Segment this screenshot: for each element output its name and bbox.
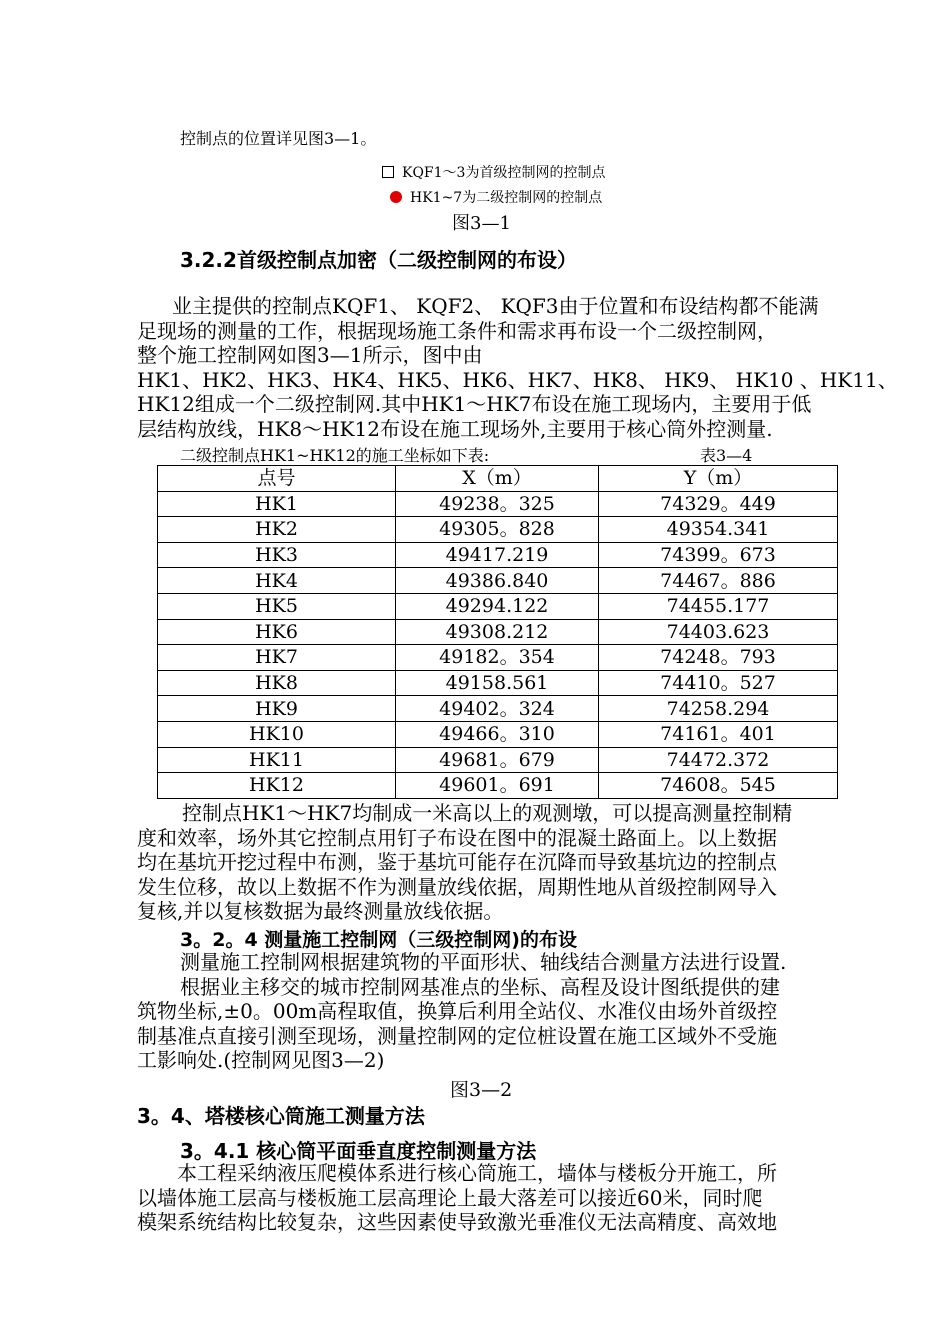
text-line: 筑物坐标,±0。00m高程取值，换算后利用全站仪、水准仪由场外首级控 bbox=[137, 999, 778, 1023]
text-line: 复核,并以复核数据为最终测量放线依据。 bbox=[137, 899, 504, 923]
table-header-row bbox=[158, 466, 838, 492]
cell-x: 49238。325 bbox=[396, 491, 599, 517]
cell-x: 49182。354 bbox=[396, 645, 599, 671]
table-row bbox=[158, 517, 838, 543]
cell-x: 49308.212 bbox=[396, 619, 599, 645]
text-line: 整个施工控制网如图3—1所示，图中由 bbox=[137, 343, 483, 367]
text-line: 测量施工控制网根据建筑物的平面形状、轴线结合测量方法进行设置. bbox=[180, 950, 787, 974]
table-row bbox=[158, 670, 838, 696]
cell-point: HK12 bbox=[158, 773, 396, 799]
figure-caption-2: 图3—2 bbox=[450, 1079, 513, 1101]
square-marker-icon bbox=[382, 166, 394, 178]
legend-secondary bbox=[390, 187, 602, 207]
text-line: 以墙体施工层高与楼板施工层高理论上最大落差可以接近60米，同时爬 bbox=[137, 1185, 763, 1210]
paragraph-341 bbox=[137, 1161, 859, 1235]
cell-x: 49601。691 bbox=[396, 773, 599, 799]
cell-point: HK4 bbox=[158, 568, 396, 594]
cell-x: 49386.840 bbox=[396, 568, 599, 594]
cell-x: 49305。828 bbox=[396, 517, 599, 543]
intro-line: 控制点的位置详见图3—1。 bbox=[180, 129, 377, 148]
cell-point: HK3 bbox=[158, 542, 396, 568]
legend-primary-label: KQF1～3为首级控制网的控制点 bbox=[402, 165, 606, 181]
text-line: 业主提供的控制点KQF1、 KQF2、 KQF3由于位置和布设结构都不能满 bbox=[172, 294, 819, 318]
cell-x: 49466。310 bbox=[396, 721, 599, 747]
table-row bbox=[158, 773, 838, 799]
paragraph-after-table bbox=[137, 801, 859, 924]
header-y: Y（m） bbox=[599, 466, 838, 492]
table-row bbox=[158, 696, 838, 722]
cell-point: HK1 bbox=[158, 491, 396, 517]
header-x: X（m） bbox=[396, 466, 599, 492]
table-number: 表3—4 bbox=[700, 446, 753, 465]
cell-y: 74467。886 bbox=[599, 568, 838, 594]
table-row bbox=[158, 568, 838, 594]
table-row bbox=[158, 593, 838, 619]
cell-y: 74329。449 bbox=[599, 491, 838, 517]
coordinate-table bbox=[157, 465, 838, 799]
cell-y: 74399。673 bbox=[599, 542, 838, 568]
cell-y: 74608。545 bbox=[599, 773, 838, 799]
cell-point: HK9 bbox=[158, 696, 396, 722]
cell-y: 74258.294 bbox=[599, 696, 838, 722]
paragraph-324 bbox=[137, 950, 859, 1073]
cell-point: HK6 bbox=[158, 619, 396, 645]
figure-caption-1: 图3—1 bbox=[452, 213, 511, 234]
legend-primary bbox=[382, 162, 605, 182]
table-row bbox=[158, 491, 838, 517]
table-caption: 二级控制点HK1~HK12的施工坐标如下表: bbox=[180, 446, 490, 465]
cell-y: 74161。401 bbox=[599, 721, 838, 747]
text-line: 根据业主移交的城市控制网基准点的坐标、高程及设计图纸提供的建 bbox=[180, 974, 780, 999]
section-heading-34: 3。4、塔楼核心筒施工测量方法 bbox=[137, 1104, 425, 1128]
table-row bbox=[158, 542, 838, 568]
cell-y: 49354.341 bbox=[599, 517, 838, 543]
cell-x: 49402。324 bbox=[396, 696, 599, 722]
table-row bbox=[158, 747, 838, 773]
cell-x: 49681。679 bbox=[396, 747, 599, 773]
section-heading-324: 3。2。4 测量施工控制网（三级控制网)的布设 bbox=[180, 929, 577, 951]
cell-point: HK8 bbox=[158, 670, 396, 696]
text-line: HK1、HK2、HK3、HK4、HK5、HK6、HK7、HK8、 HK9、 HK10 、HK11、 bbox=[137, 367, 898, 392]
table-row bbox=[158, 721, 838, 747]
section-heading-322: 3.2.2首级控制点加密（二级控制网的布设） bbox=[180, 248, 577, 272]
table-row bbox=[158, 645, 838, 671]
cell-y: 74410。527 bbox=[599, 670, 838, 696]
cell-y: 74472.372 bbox=[599, 747, 838, 773]
text-line: 工影响处.(控制网见图3—2) bbox=[137, 1048, 385, 1072]
cell-x: 49294.122 bbox=[396, 593, 599, 619]
cell-x: 49158.561 bbox=[396, 670, 599, 696]
text-line: 控制点HK1～HK7均制成一米高以上的观测墩，可以提高测量控制精 bbox=[182, 801, 793, 825]
header-point: 点号 bbox=[158, 466, 396, 492]
paragraph-322 bbox=[137, 294, 898, 441]
text-line: 本工程采纳液压爬模体系进行核心筒施工，墙体与楼板分开施工，所 bbox=[177, 1161, 777, 1185]
text-line: 模架系统结构比较复杂，这些因素使导致激光垂准仪无法高精度、高效地 bbox=[137, 1210, 777, 1234]
cell-y: 74248。793 bbox=[599, 645, 838, 671]
cell-point: HK2 bbox=[158, 517, 396, 543]
text-line: 度和效率，场外其它控制点用钉子布设在图中的混凝土路面上。以上数据 bbox=[137, 825, 777, 850]
cell-point: HK7 bbox=[158, 645, 396, 671]
cell-y: 74455.177 bbox=[599, 593, 838, 619]
red-dot-marker-icon bbox=[390, 191, 402, 203]
legend-secondary-label: HK1~7为二级控制网的控制点 bbox=[410, 190, 603, 206]
section-heading-341: 3。4.1 核心筒平面垂直度控制测量方法 bbox=[180, 1139, 537, 1163]
text-line: 足现场的测量的工作，根据现场施工条件和需求再布设一个二级控制网， bbox=[137, 318, 777, 343]
cell-y: 74403.623 bbox=[599, 619, 838, 645]
text-line: 层结构放线，HK8～HK12布设在施工现场外,主要用于核心筒外控测量. bbox=[137, 416, 773, 441]
text-line: HK12组成一个二级控制网.其中HK1～HK7布设在施工现场内，主要用于低 bbox=[137, 392, 812, 416]
text-line: 发生位移，故以上数据不作为测量放线依据，周期性地从首级控制网导入 bbox=[137, 874, 777, 899]
text-line: 制基准点直接引测至现场，测量控制网的定位桩设置在施工区域外不受施 bbox=[137, 1023, 777, 1048]
cell-point: HK5 bbox=[158, 593, 396, 619]
table-row bbox=[158, 619, 838, 645]
cell-x: 49417.219 bbox=[396, 542, 599, 568]
cell-point: HK11 bbox=[158, 747, 396, 773]
cell-point: HK10 bbox=[158, 721, 396, 747]
text-line: 均在基坑开挖过程中布测，鉴于基坑可能存在沉降而导致基坑边的控制点 bbox=[137, 850, 777, 874]
